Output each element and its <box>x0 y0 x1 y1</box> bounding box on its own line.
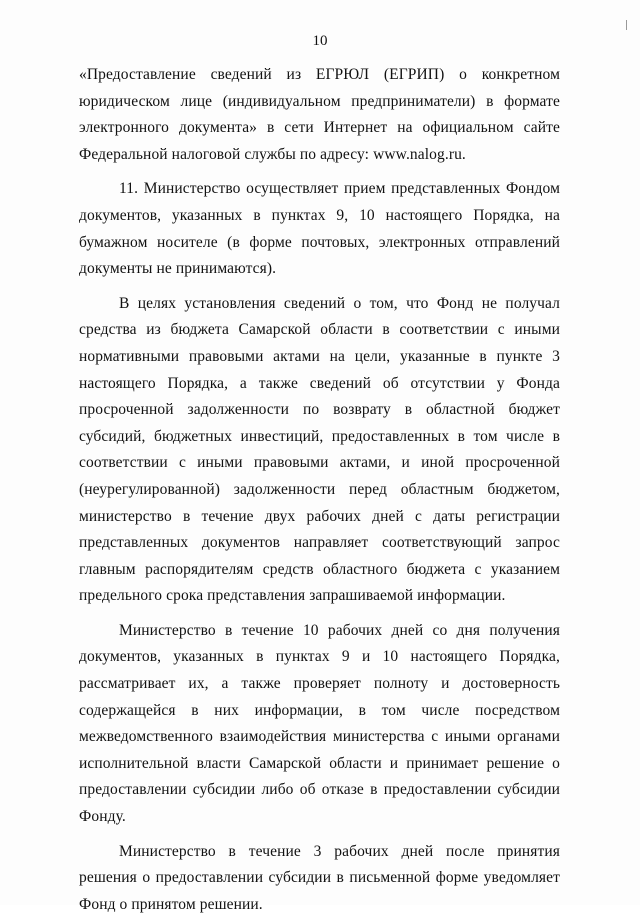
scan-mark <box>626 20 630 30</box>
paragraph-5: Министерство в течение 3 рабочих дней после принятия решения о предоставлении субсидии в письменной форме уведомляет Фонд о принятом решении. <box>79 842 560 913</box>
paragraph-4: Министерство в течение 10 рабочих дней со дня получения документов, указанных в пунктах 9 и 10 настоящего Порядка, рассматривает их, а также проверяет полноту и достоверность содержащейся в них информации, в том числе посредством межведомственного взаимодействия министерства с иными органами исполнительной власти Самарской области и принимает решение о предоставлении субсидии либо об отказе в предоставлении субсидии Фонду. <box>79 621 560 826</box>
paragraph-1: «Предоставление сведений из ЕГРЮЛ (ЕГРИП) о конкретном юридическом лице (индивидуальном предприниматели) в формате электронного документа» в сети Интернет на официальном сайте Федеральной налоговой службы по адресу: www.nalog.ru. <box>79 66 560 163</box>
document-body <box>79 62 560 918</box>
paragraph-3: В целях установления сведений о том, что Фонд не получал средства из бюджета Самарской области в соответствии с иными нормативными правовыми актами на цели, указанные в пункте 3 настоящего Порядка, а также сведений об отсутствии у Фонда просроченной задолженности по возврату в областной бюджет субсидий, бюджетных инвестиций, предоставленных в том числе в соответствии с иными правовыми актами, и иной просроченной (неурегулированной) задолженности перед областным бюджетом, министерство в течение двух рабочих дней с даты регистрации представленных документов направляет соответствующий запрос главным распорядителям средств областного бюджета с указанием предельного срока представления запрашиваемой информации. <box>79 294 560 605</box>
page-number: 10 <box>312 33 328 49</box>
paragraph-2: 11. Министерство осуществляет прием представленных Фондом документов, указанных в пунктах 9, 10 настоящего Порядка, на бумажном носителе (в форме почтовых, электронных отправлений документы не принимаются). <box>79 180 560 278</box>
